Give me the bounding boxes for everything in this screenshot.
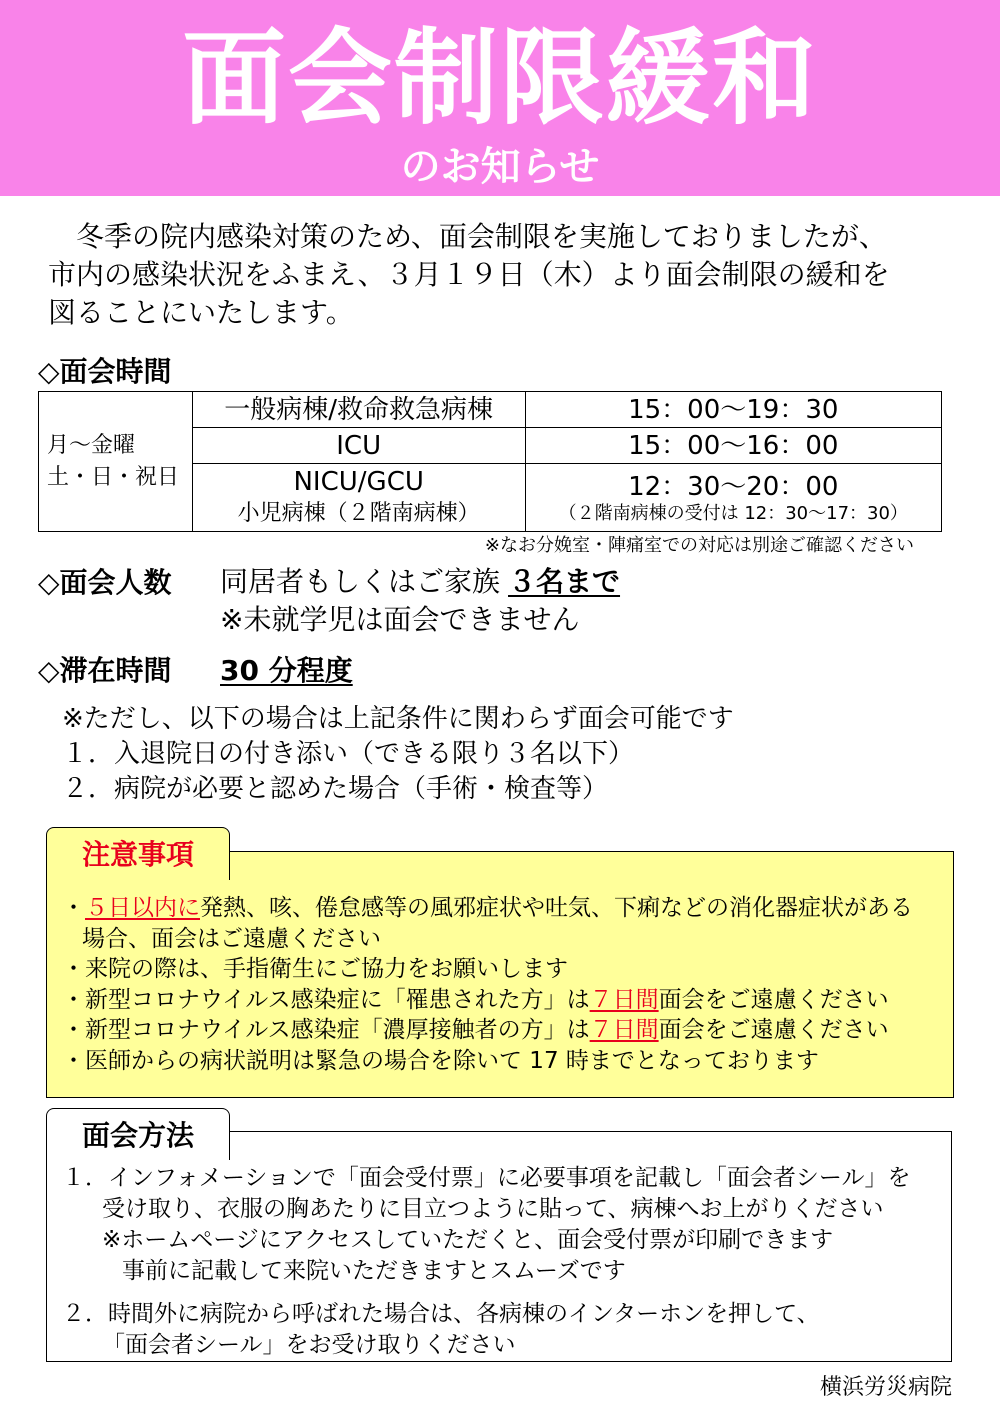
caution-text: 医師からの病状説明は緊急の場合を除いて 17 時までとなっております (85, 1047, 819, 1074)
list-item-continued: 受け取り、衣服の胸あたりに目立つように貼って、病棟へお上がりください (102, 1196, 884, 1222)
list-item: １．インフォメーションで「面会受付票」に必要事項を記載し「面会者シール」を (62, 1165, 911, 1191)
caution-emphasis: ７日間 (589, 986, 659, 1013)
days-weekday: 月～金曜 (47, 432, 136, 458)
visitors-heading: ◇面会人数 (38, 566, 172, 599)
visitors-text (220, 563, 620, 639)
stay-heading: ◇滞在時間 (38, 654, 172, 687)
hours-note: ※なお分娩室・陣痛室での対応は別途ご確認ください (484, 535, 914, 556)
days-cell (39, 392, 193, 532)
time-value: 12：30～20：00 (628, 471, 839, 502)
stay-value: 30 分程度 (220, 654, 353, 687)
caution-title: 注意事項 (81, 838, 194, 871)
intro-line: 図ることにいたします。 (48, 296, 354, 329)
caution-list (62, 893, 948, 1076)
method-list (62, 1163, 942, 1361)
hours-heading: ◇面会時間 (38, 355, 172, 388)
ward-cell (192, 464, 525, 532)
exceptions-list (62, 702, 734, 807)
caution-text: 発熱、咳、倦怠感等の風邪症状や吐気、下痢などの消化器症状がある (200, 895, 913, 921)
method-note: ※ホームページにアクセスしていただくと、面会受付票が印刷できます (102, 1227, 834, 1253)
visitors-limit: ３名まで (508, 565, 621, 598)
list-item-continued: 「面会者シール」をお受け取りください (102, 1332, 516, 1358)
exceptions-intro: ※ただし、以下の場合は上記条件に関わらず面会可能です (62, 704, 734, 734)
time-cell: 15：00～16：00 (525, 428, 941, 464)
page-subtitle: のお知らせ (400, 144, 600, 190)
days-weekend: 土・日・祝日 (47, 464, 180, 490)
ward-name: NICU/GCU (293, 466, 424, 497)
caution-text: 面会をご遠慮ください (658, 986, 889, 1013)
caution-text: 新型コロナウイルス感染症「濃厚接触者の方」は (85, 1017, 590, 1043)
caution-emphasis: ５日以内に (85, 895, 200, 921)
time-note: （２階南病棟の受付は 12：30～17：30） (558, 502, 908, 524)
caution-text: 来院の際は、手指衛生にご協力をお願いします (85, 956, 568, 982)
list-item: ・来院の際は、手指衛生にご協力をお願いします (62, 956, 568, 982)
list-item: ・新型コロナウイルス感染症「濃厚接触者の方」は７日間面会をご遠慮ください (62, 1017, 889, 1043)
list-item: ・５日以内に発熱、咳、倦怠感等の風邪症状や吐気、下痢などの消化器症状がある (62, 895, 913, 921)
visitors-note: ※未就学児は面会できません (220, 603, 580, 636)
hospital-name: 横浜労災病院 (819, 1375, 952, 1400)
list-item-continued: 場合、面会はご遠慮ください (82, 925, 381, 952)
time-cell (525, 464, 941, 532)
caution-text: 新型コロナウイルス感染症に「罹患された方」は (85, 986, 590, 1013)
method-title: 面会方法 (81, 1119, 194, 1152)
table-row (39, 392, 942, 428)
caution-emphasis: ７日間 (589, 1017, 659, 1043)
intro-line: 冬季の院内感染対策のため、面会制限を実施しておりましたが、 (48, 220, 887, 253)
visitors-prefix: 同居者もしくはご家族 (220, 565, 501, 598)
ward-cell: ICU (192, 428, 525, 464)
list-item: ２．病院が必要と認めた場合（手術・検査等） (62, 774, 609, 804)
time-cell: 15：00～19：30 (525, 392, 941, 428)
ward-name-sub: 小児病棟（２階南病棟） (237, 500, 480, 526)
hours-table (38, 391, 942, 532)
page-title: 面会制限緩和 (181, 17, 818, 139)
list-item: ・医師からの病状説明は緊急の場合を除いて 17 時までとなっております (62, 1047, 819, 1074)
list-item: １．入退院日の付き添い（できる限り３名以下） (62, 739, 635, 769)
ward-cell: 一般病棟/救命救急病棟 (192, 392, 525, 428)
list-item: ２．時間外に病院から呼ばれた場合は、各病棟のインターホンを押して、 (62, 1301, 820, 1327)
intro-paragraph (48, 218, 968, 332)
caution-text: 面会をご遠慮ください (658, 1017, 889, 1043)
list-item: ・新型コロナウイルス感染症に「罹患された方」は７日間面会をご遠慮ください (62, 986, 889, 1013)
intro-line: 市内の感染状況をふまえ、３月１９日（木）より面会制限の緩和を (48, 258, 890, 291)
method-note: 事前に記載して来院いただきますとスムーズです (122, 1258, 626, 1284)
